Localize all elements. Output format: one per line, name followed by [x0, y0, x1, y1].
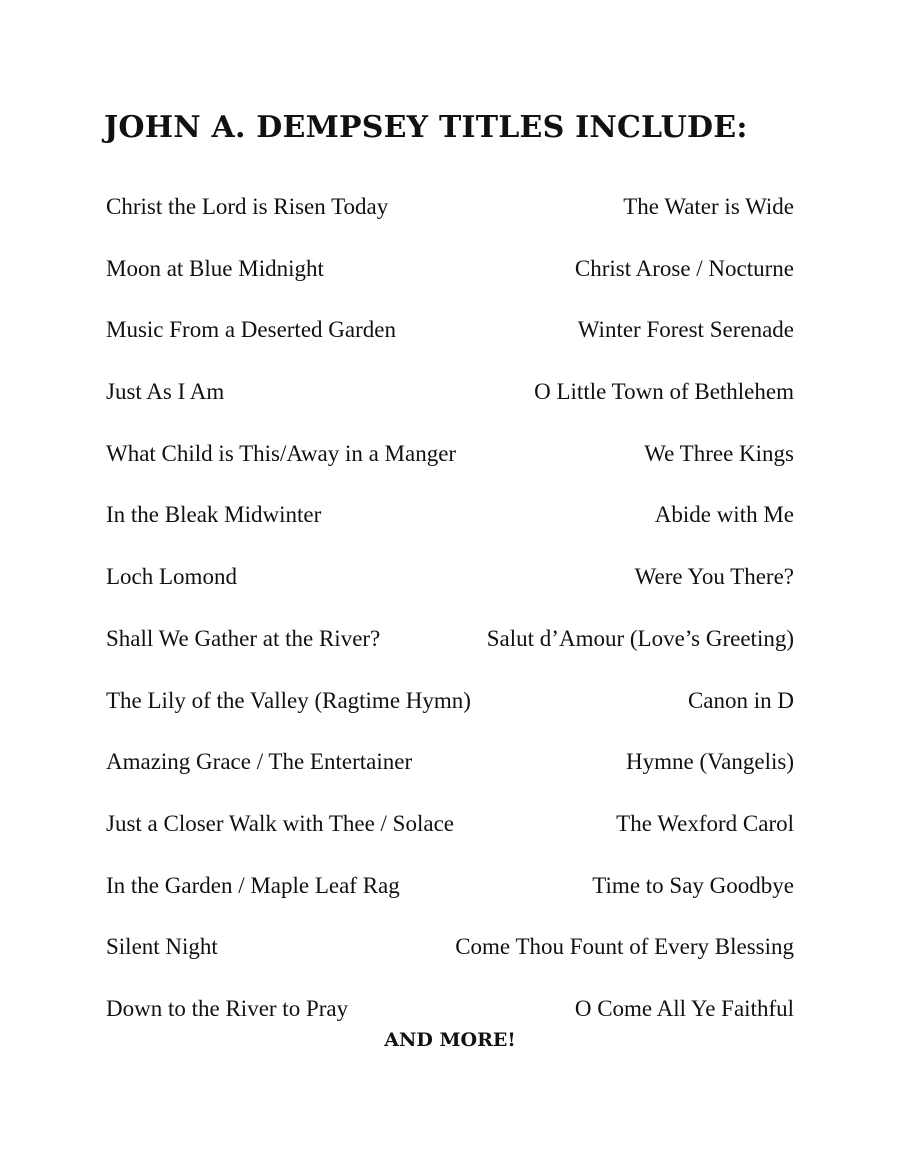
title-right: Were You There? [634, 564, 794, 590]
title-left: Down to the River to Pray [106, 995, 349, 1021]
title-row [106, 928, 794, 990]
title-row [106, 188, 794, 250]
title-right: O Come All Ye Faithful [574, 995, 794, 1021]
title-right: Time to Say Goodbye [592, 872, 794, 898]
title-right: Christ Arose / Nocturne [574, 255, 794, 281]
title-left: Shall We Gather at the River? [106, 625, 381, 651]
title-row [106, 435, 794, 497]
title-right: We Three Kings [644, 440, 794, 466]
title-right: Abide with Me [654, 502, 794, 528]
title-row [106, 373, 794, 435]
title-right: Winter Forest Serenade [577, 317, 794, 343]
title-right: Come Thou Fount of Every Blessing [455, 934, 794, 960]
title-left: In the Garden / Maple Leaf Rag [106, 872, 400, 898]
title-left: Silent Night [106, 934, 218, 960]
title-left: Music From a Deserted Garden [106, 317, 396, 343]
title-left: Just As I Am [106, 379, 225, 405]
title-right: Salut d’Amour (Love’s Greeting) [486, 625, 794, 651]
title-row [106, 620, 794, 682]
title-row [106, 682, 794, 744]
title-row [106, 496, 794, 558]
title-row [106, 311, 794, 373]
and-more-footer: AND MORE! [384, 1029, 516, 1051]
title-right: The Wexford Carol [616, 810, 794, 836]
page-title: JOHN A. DEMPSEY TITLES INCLUDE: [104, 110, 748, 145]
title-row [106, 558, 794, 620]
title-right: The Water is Wide [623, 194, 794, 219]
title-left: The Lily of the Valley (Ragtime Hymn) [106, 687, 471, 713]
title-left: Moon at Blue Midnight [106, 255, 324, 281]
title-row [106, 743, 794, 805]
title-left: Loch Lomond [106, 564, 237, 590]
title-right: O Little Town of Bethlehem [534, 379, 794, 405]
title-left: Just a Closer Walk with Thee / Solace [106, 810, 454, 836]
titles-list [106, 188, 794, 1052]
title-left: Christ the Lord is Risen Today [106, 194, 389, 219]
title-left: Amazing Grace / The Entertainer [106, 749, 413, 775]
title-left: In the Bleak Midwinter [106, 502, 322, 528]
title-row [106, 867, 794, 929]
title-right: Hymne (Vangelis) [626, 749, 794, 775]
title-row [106, 250, 794, 312]
title-row [106, 805, 794, 867]
title-left: What Child is This/Away in a Manger [106, 440, 457, 466]
title-right: Canon in D [687, 687, 794, 713]
